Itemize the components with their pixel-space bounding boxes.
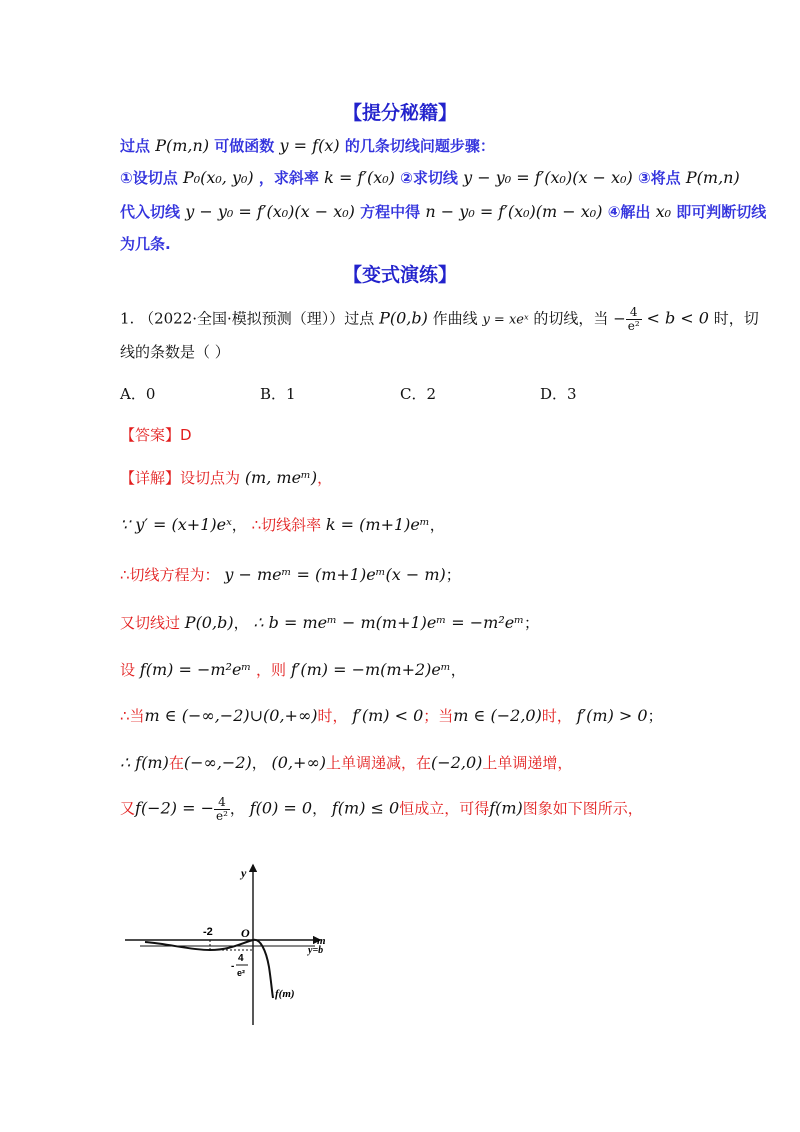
math-expr: f(m) <box>489 798 523 818</box>
math-tangent: y − y₀ = f′(x₀)(x − x₀) <box>185 202 355 221</box>
math-expr: f(m) ≤ 0 <box>331 798 400 818</box>
option-a[interactable]: A．0 <box>120 385 156 403</box>
math-expr: (0,+∞) <box>271 753 327 772</box>
tip-text: ④解出 <box>607 203 651 221</box>
math-expr: ∵ y′ = (x+1)eˣ <box>120 515 232 534</box>
section-title-practice: 【变式演练】 <box>342 264 457 286</box>
solution-line-8: 又f(−2) = − $\frac{4}{\text{e²}}$ ， f(0) = 0， f(m) ≤ 0恒成立，可得f(m)图象如下图所示， <box>120 795 643 823</box>
math-sign: − <box>613 309 626 328</box>
math-expr: (−∞,−2) <box>183 753 252 772</box>
math-equation: n − y₀ = f′(x₀)(m − x₀) <box>425 202 603 221</box>
tip-text: 即可判断切线 <box>676 203 767 221</box>
answer-value: D <box>180 426 192 444</box>
math-expr: f′(m) > 0 <box>576 706 648 725</box>
tip-text: 代入切线 <box>120 203 181 221</box>
tip-text: ②求切线 <box>400 169 458 187</box>
answer-line <box>120 424 192 445</box>
question-number: 1. <box>120 309 135 328</box>
tip-text: ③将点 <box>637 169 681 187</box>
tip-text: 的几条切线问题步骤： <box>344 137 495 155</box>
math-expr: f(m) = −m²eᵐ <box>139 660 252 679</box>
question-line-1 <box>120 306 759 333</box>
tip-text: ①设切点 <box>120 169 178 187</box>
math-point: P(m,n) <box>155 136 210 155</box>
question-text: 时，切 <box>713 309 759 328</box>
solution-line-7: ∴ f(m)在(−∞,−2)， (0,+∞)上单调递减，在(−2,0)上单调递增， <box>120 753 573 772</box>
option-d[interactable]: D．3 <box>540 385 577 403</box>
origin-label: O <box>241 926 250 940</box>
tip-text: 过点 <box>120 137 151 155</box>
math-expr: k = (m+1)eᵐ <box>325 515 430 534</box>
section-title-tips: 【提分秘籍】 <box>342 102 457 124</box>
solution-label: 【详解】 <box>120 469 181 487</box>
math-tangent: y − y₀ = f′(x₀)(x − x₀) <box>463 168 633 187</box>
math-expr: (−2,0) <box>431 753 483 772</box>
solution-line-1: 【详解】设切点为 (m, meᵐ)， <box>120 468 333 487</box>
solution-line-6: ∴当m ∈ (−∞,−2)∪(0,+∞)时， f′(m) < 0；当m ∈ (−2,0)时， f′(m) > 0； <box>120 706 663 725</box>
tip-text: 方程中得 <box>360 203 421 221</box>
question-text: 作曲线 <box>432 309 478 328</box>
math-expr: f(−2) = − <box>135 798 214 818</box>
frac-denominator: e² <box>237 968 246 978</box>
tip-text: 可做函数 <box>214 137 275 155</box>
tip-line-1 <box>120 135 700 156</box>
tip-line-2 <box>120 167 740 188</box>
math-expr: P(0,b) <box>184 613 234 632</box>
math-curve: y = xeˣ <box>482 312 529 328</box>
line-label-y-b: y=b <box>308 945 324 956</box>
math-expr: m ∈ (−∞,−2)∪(0,+∞) <box>144 706 318 725</box>
frac-numerator: 4 <box>238 953 244 964</box>
math-point: P(0,b) <box>379 308 428 328</box>
m-axis-label: m <box>317 935 326 947</box>
answer-label: 【答案】 <box>120 426 181 444</box>
option-b[interactable]: B．1 <box>260 385 296 403</box>
tip-line-4: 为几条. <box>120 235 171 253</box>
question-text: （2022·全国·模拟预测（理））过点 <box>139 309 375 328</box>
math-fraction: $\frac{4}{\text{e²}}$ <box>216 795 228 823</box>
math-expr: ∴ f(m) <box>120 753 169 772</box>
question-line-2: 线的条数是（ ） <box>120 343 230 361</box>
function-graph <box>120 855 340 1035</box>
tick-label-neg2: -2 <box>203 926 213 938</box>
math-expr: ∴ b = meᵐ − m(m+1)eᵐ = −m²eᵐ <box>253 613 525 632</box>
math-point: P(m,n) <box>685 168 740 187</box>
tip-line-3 <box>120 201 767 222</box>
math-fraction: $\frac{4}{\text{e²}}$ <box>627 305 640 333</box>
math-expr: y − meᵐ = (m+1)eᵐ(x − m) <box>224 565 446 584</box>
curve-label: f(m) <box>275 988 295 1000</box>
option-c[interactable]: C．2 <box>400 385 437 403</box>
solution-line-5: 设 f(m) = −m²eᵐ ，则 f′(m) = −m(m+2)eᵐ， <box>120 660 466 679</box>
math-point: P₀(x₀, y₀) <box>182 168 254 187</box>
math-expr: m ∈ (−2,0) <box>453 706 542 725</box>
math-var: x₀ <box>655 202 672 221</box>
math-condition: < b < 0 <box>646 308 709 328</box>
frac-sign: - <box>231 961 235 972</box>
solution-line-2: ∵ y′ = (x+1)eˣ， ∴切线斜率 k = (m+1)eᵐ， <box>120 515 445 534</box>
question-text: 的切线，当 <box>533 309 609 328</box>
math-expr: (m, meᵐ) <box>244 468 318 487</box>
math-expr: f′(m) = −m(m+2)eᵐ <box>290 660 451 679</box>
y-axis-label: y <box>241 866 247 880</box>
math-expr: f(0) = 0 <box>249 798 313 818</box>
math-slope: k = f′(x₀) <box>324 168 395 187</box>
solution-line-3: ∴切线方程为： y − meᵐ = (m+1)eᵐ(x − m)； <box>120 565 461 584</box>
curve-f-of-m <box>145 940 273 998</box>
tip-text: ，求斜率 <box>258 169 319 187</box>
solution-line-4: 又切线过 P(0,b)， ∴ b = meᵐ − m(m+1)eᵐ = −m²eᵐ； <box>120 613 540 632</box>
math-function: y = f(x) <box>279 136 340 155</box>
math-expr: f′(m) < 0 <box>352 706 424 725</box>
